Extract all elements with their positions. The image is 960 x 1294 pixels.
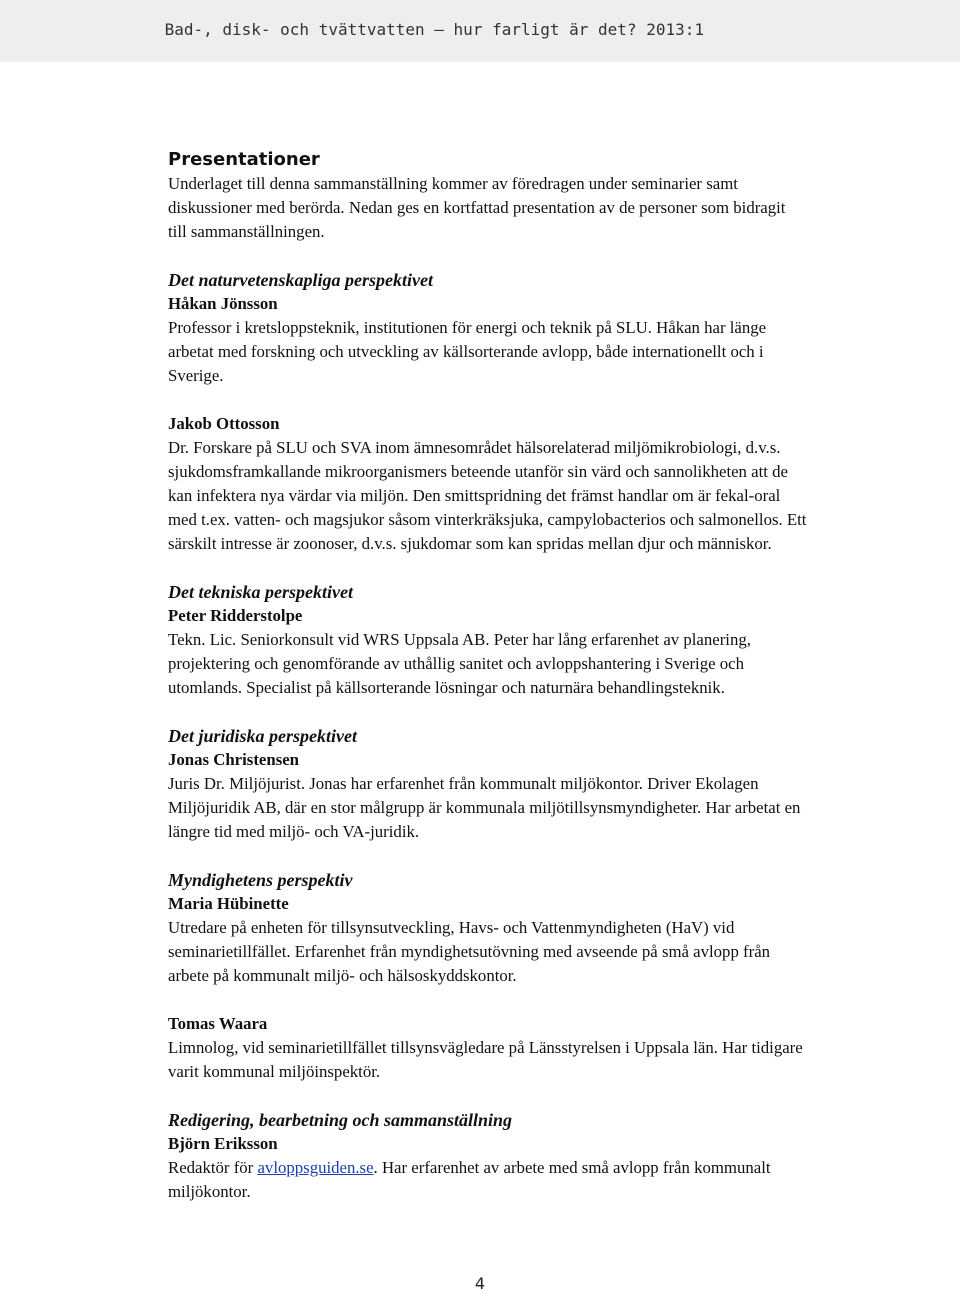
person-bio: Juris Dr. Miljöjurist. Jonas har erfarenhet från kommunalt miljökontor. Driver Ekolagen Miljöjuridik AB, där en stor målgrupp är kommunala miljötillsynsmyndigheter. Har arbetat en längre tid med miljö- och VA-juridik. <box>168 774 801 841</box>
perspective-heading-naturvetenskapliga: Det naturvetenskapliga perspektivet <box>168 270 433 290</box>
person-bio: Tekn. Lic. Seniorkonsult vid WRS Uppsala AB. Peter har lång erfarenhet av planering, projektering och genomförande av uthållig sanitet och avloppshantering i Sverige och utomlands. Specialist på källsorterande lösningar och naturnära behandlingsteknik. <box>168 630 751 697</box>
person-name: Maria Hübinette <box>168 894 289 913</box>
person-name: Jonas Christensen <box>168 750 300 769</box>
person-bio <box>168 1156 808 1204</box>
person-entry-hakan <box>168 292 808 388</box>
header-title: Bad-, disk- och tvättvatten – hur farligt är det? 2013:1 <box>164 20 704 39</box>
intro-paragraph: Underlaget till denna sammanställning kommer av föredragen under seminarier samt diskussioner med berörda. Nedan ges en kortfattad presentation av de personer som bidragit till sammanställningen. <box>168 174 786 241</box>
person-entry-maria <box>168 892 808 988</box>
person-entry-peter <box>168 604 808 700</box>
person-name: Tomas Waara <box>168 1014 268 1033</box>
person-entry-jonas <box>168 748 808 844</box>
person-entry-tomas <box>168 1012 808 1084</box>
perspective-heading-tekniska: Det tekniska perspektivet <box>168 582 353 602</box>
page-number: 4 <box>474 1274 486 1293</box>
document-body <box>168 148 808 1204</box>
person-bio: Dr. Forskare på SLU och SVA inom ämnesområdet hälsorelaterad miljömikrobiologi, d.v.s. sjukdomsframkallande mikroorganismers beteende utanför sin värd och sannolikheten att de kan infektera nya värdar via miljön. Den smittspridning det främst handlar om är fekal-oral med t.ex. vatten- och magsjukor såsom vinterkräksjuka, campylobacterios och salmonellos. Ett särskilt intresse är zoonoser, d.v.s. sjukdomar som kan spridas mellan djur och människor. <box>168 438 807 553</box>
perspective-heading-myndighetens: Myndighetens perspektiv <box>168 870 353 890</box>
person-bio: Utredare på enheten för tillsynsutveckling, Havs- och Vattenmyndigheten (HaV) vid seminarietillfället. Erfarenhet från myndighetsutövning med avseende på små avlopp från arbete på kommunalt miljö- och hälsoskyddskontor. <box>168 918 771 985</box>
person-name: Håkan Jönsson <box>168 294 278 313</box>
bio-suffix: . Har erfarenhet av arbete med små avlopp från kommunalt miljökontor. <box>168 1158 771 1201</box>
bio-prefix: Redaktör för <box>168 1158 258 1177</box>
person-name: Björn Eriksson <box>168 1134 278 1153</box>
page-header <box>0 0 960 62</box>
person-name: Peter Ridderstolpe <box>168 606 303 625</box>
person-name: Jakob Ottosson <box>168 414 280 433</box>
person-entry-bjorn <box>168 1132 808 1204</box>
person-entry-jakob <box>168 412 808 556</box>
section-title: Presentationer <box>168 149 320 170</box>
perspective-heading-juridiska: Det juridiska perspektivet <box>168 726 357 746</box>
avloppsguiden-link[interactable]: avloppsguiden.se <box>257 1158 374 1177</box>
person-bio: Professor i kretsloppsteknik, institutionen för energi och teknik på SLU. Håkan har länge arbetat med forskning och utveckling av källsorterande avlopp, både internationellt och i Sverige. <box>168 318 767 385</box>
person-bio: Limnolog, vid seminarietillfället tillsynsvägledare på Länsstyrelsen i Uppsala län. Har tidigare varit kommunal miljöinspektör. <box>168 1038 803 1081</box>
perspective-heading-redigering: Redigering, bearbetning och sammanställning <box>168 1110 513 1130</box>
